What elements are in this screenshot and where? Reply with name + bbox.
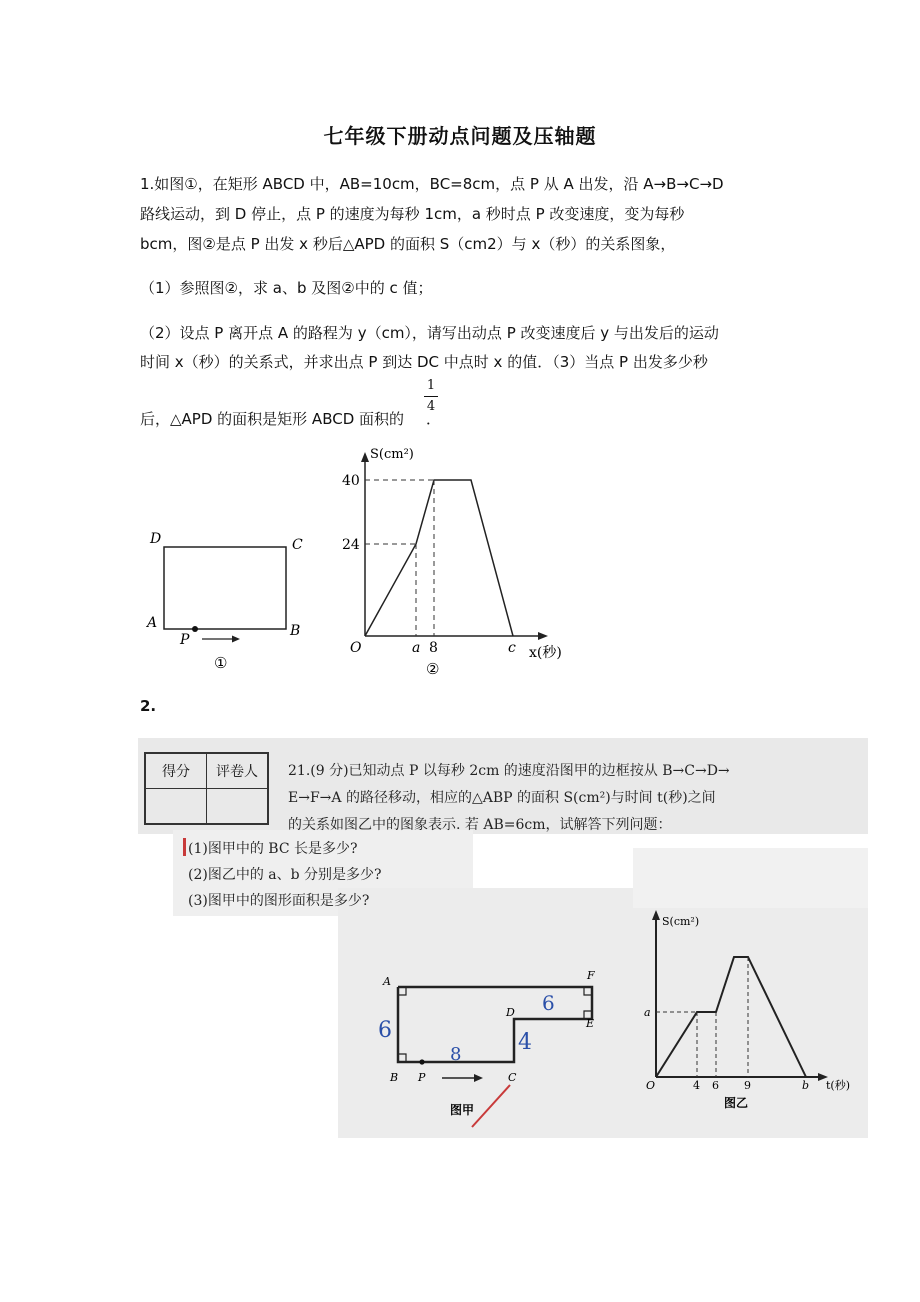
figure-1-caption: ① (214, 654, 228, 672)
q1-sub-2a: （2）设点 P 离开点 A 的路程为 y（cm），请写出动点 P 改变速度后 y 与出发后的运动 (140, 324, 719, 342)
q2-label: 2. (140, 697, 157, 715)
fraction-numerator: 1 (426, 378, 436, 393)
figure-2-graph (330, 440, 580, 685)
q2-sub-1: (1)图甲中的 BC 长是多少? (188, 841, 358, 857)
y-tick-a: a (644, 1006, 651, 1019)
q1-sub-3-suffix: ． (426, 410, 442, 428)
arrow-head (232, 636, 240, 643)
y-axis-label: S(cm²) (662, 915, 700, 928)
rectangle-abcd (164, 547, 286, 629)
handwritten-8: 8 (450, 1044, 462, 1065)
reviewer-header: 评卷人 (207, 753, 269, 789)
y-tick-40: 40 (342, 473, 360, 489)
page-title: 七年级下册动点问题及压轴题 (323, 124, 597, 148)
x-tick-b: b (802, 1079, 810, 1092)
q1-sub-2b: 时间 x（秒）的关系式，并求出点 P 到达 DC 中点时 x 的值．（3）当点 P 出发多少秒 (140, 353, 708, 371)
graph-line (365, 480, 513, 636)
q1-sub-3 (140, 408, 441, 429)
x-tick-6: 6 (712, 1079, 719, 1092)
score-header: 得分 (145, 753, 207, 789)
score-cell (145, 789, 207, 825)
figure-yi-caption: 图乙 (724, 1096, 749, 1110)
red-check-mark (472, 1085, 510, 1127)
q2-line-2: E→F→A 的路径移动，相应的△ABP 的面积 S(cm²)与时间 t(秒)之间 (288, 790, 716, 806)
label-d: D (150, 531, 162, 547)
x-tick-4: 4 (693, 1079, 700, 1092)
figure-1-rectangle (140, 525, 310, 675)
label-p: P (180, 632, 190, 648)
x-tick-a: a (412, 640, 421, 656)
q2-sub-3: (3)图甲中的图形面积是多少? (188, 893, 370, 909)
point-p (192, 626, 198, 632)
figure-yi (640, 905, 870, 1115)
label-d: D (506, 1006, 515, 1019)
polygon-abcdef (398, 987, 595, 1062)
reviewer-cell (207, 789, 269, 825)
label-f: F (587, 969, 595, 982)
red-pen-mark (183, 838, 186, 856)
q1-line-1: 1.如图①，在矩形 ABCD 中，AB=10cm，BC=8cm，点 P 从 A 出发，沿 A→B→C→D (140, 175, 724, 193)
y-axis-label: S(cm²) (370, 447, 414, 462)
handwritten-6-top: 6 (542, 991, 555, 1015)
origin-label: O (646, 1079, 656, 1092)
x-tick-8: 8 (429, 640, 438, 656)
q2-line-1: 21.(9 分)已知动点 P 以每秒 2cm 的速度沿图甲的边框按从 B→C→D→ (288, 763, 730, 779)
origin-label: O (350, 640, 362, 656)
label-b: B (390, 1071, 399, 1084)
q1-line-3: bcm，图②是点 P 出发 x 秒后△APD 的面积 S（cm2）与 x（秒）的关系图象， (140, 235, 676, 253)
q2-sub-2: (2)图乙中的 a、b 分别是多少? (188, 867, 382, 883)
handwritten-4: 4 (518, 1030, 532, 1055)
label-e: E (586, 1017, 595, 1030)
q1-sub-3-prefix: 后，△APD 的面积是矩形 ABCD 面积的 (140, 410, 405, 428)
x-axis-arrow (538, 632, 548, 640)
q2-line-3: 的关系如图乙中的图象表示. 若 AB=6cm，试解答下列问题： (288, 817, 672, 833)
x-tick-9: 9 (744, 1079, 751, 1092)
x-axis-label: x(秒) (529, 645, 562, 661)
score-table (144, 752, 269, 825)
x-axis-label: t(秒) (826, 1079, 851, 1092)
y-axis-arrow (361, 452, 369, 462)
fraction-denominator: 4 (426, 399, 436, 414)
q1-line-2: 路线运动，到 D 停止，点 P 的速度为每秒 1cm，a 秒时点 P 改变速度，变为每秒 (140, 205, 685, 223)
label-c: C (508, 1071, 517, 1084)
label-a: A (147, 615, 158, 631)
handwritten-6-left: 6 (378, 1018, 392, 1043)
point-p (419, 1059, 424, 1064)
fraction-one-quarter (424, 378, 438, 415)
label-b: B (290, 623, 301, 639)
label-a: A (383, 975, 391, 988)
x-tick-c: c (508, 640, 516, 656)
q1-sub-1: （1）参照图②，求 a、b 及图②中的 c 值； (140, 279, 433, 297)
figure-2-caption: ② (426, 660, 440, 678)
figure-jia (360, 965, 620, 1130)
graph-line (656, 957, 806, 1077)
y-tick-24: 24 (342, 537, 360, 553)
figure-jia-caption: 图甲 (450, 1103, 475, 1117)
label-p: P (418, 1071, 426, 1084)
label-c: C (292, 537, 303, 553)
